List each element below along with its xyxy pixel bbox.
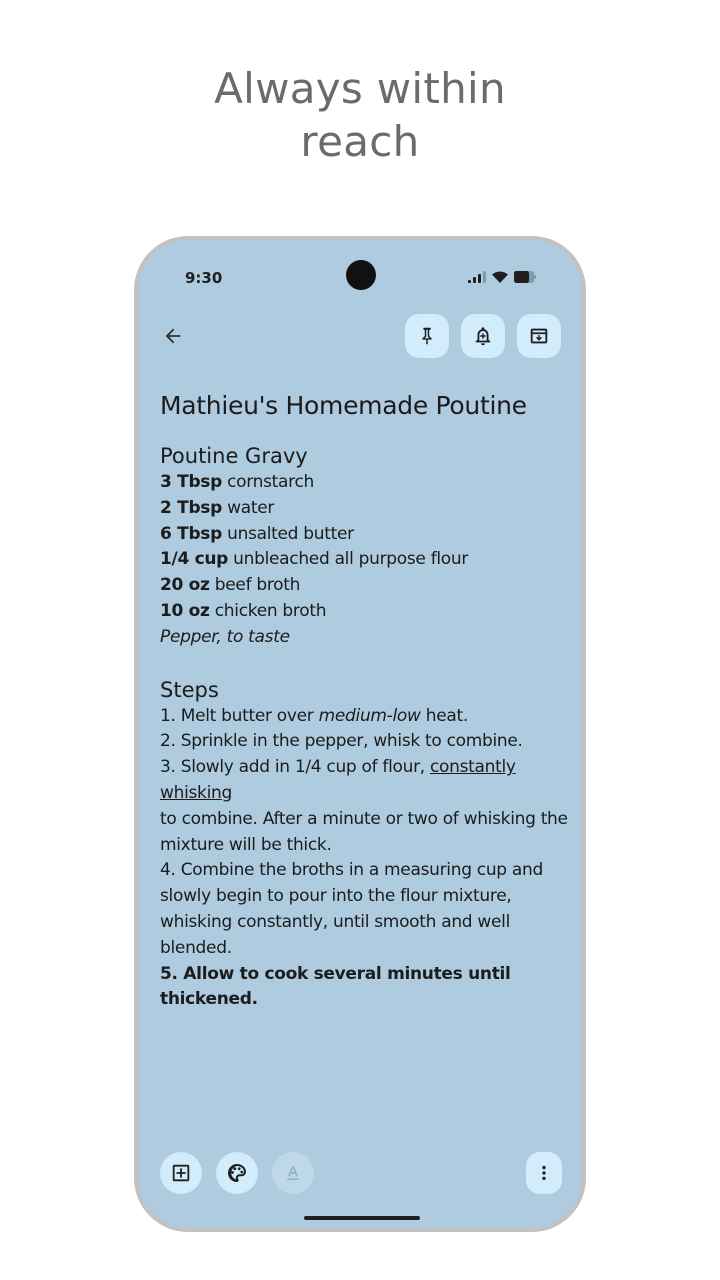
- headline-line-2: reach: [300, 117, 420, 166]
- ingredient-line: 20 oz beef broth: [160, 575, 301, 596]
- text-format-button[interactable]: [272, 1152, 314, 1194]
- more-vert-icon: [534, 1163, 554, 1183]
- pin-icon: [416, 325, 438, 347]
- status-icons: [468, 270, 536, 288]
- step-4: 4. Combine the broths in a measuring cup and: [160, 860, 543, 881]
- gravy-heading: Poutine Gravy: [160, 444, 308, 468]
- step-4-continued: slowly begin to pour into the flour mixture,: [160, 886, 512, 907]
- camera-cutout: [346, 260, 376, 290]
- wifi-icon: [492, 270, 508, 288]
- reminder-icon: [472, 325, 494, 347]
- text-format-icon: [283, 1163, 303, 1183]
- step-1: 1. Melt butter over medium-low heat.: [160, 705, 468, 726]
- signal-icon: [468, 270, 486, 288]
- headline-line-1: Always within: [214, 64, 506, 113]
- step-4-continued: whisking constantly, until smooth and well: [160, 911, 511, 932]
- ingredient-line: 2 Tbsp water: [160, 497, 275, 518]
- step-3-continued: mixture will be thick.: [160, 834, 332, 855]
- add-content-button[interactable]: [160, 1152, 202, 1194]
- ingredient-line: 1/4 cup unbleached all purpose flour: [160, 549, 469, 570]
- step-2: 2. Sprinkle in the pepper, whisk to combine.: [160, 731, 523, 752]
- arrow-back-icon: [162, 325, 184, 347]
- step-3: 3. Slowly add in 1/4 cup of flour, constantly whisking: [160, 757, 516, 803]
- phone-frame: [134, 236, 586, 1232]
- add-box-icon: [170, 1162, 192, 1184]
- archive-button[interactable]: [517, 314, 561, 358]
- steps-heading: Steps: [160, 677, 219, 702]
- ingredient-line: 3 Tbsp cornstarch: [160, 472, 314, 492]
- more-options-button[interactable]: [526, 1152, 562, 1194]
- status-time: 9:30: [185, 269, 223, 287]
- back-button[interactable]: [156, 319, 190, 353]
- background-color-button[interactable]: [216, 1152, 258, 1194]
- palette-icon: [225, 1161, 249, 1185]
- step-4-continued: blended.: [160, 937, 232, 958]
- battery-icon: [514, 270, 536, 288]
- step-5-continued: thickened.: [160, 989, 258, 1010]
- ingredient-line: 10 oz chicken broth: [160, 600, 327, 621]
- paragraph-spacer: [160, 651, 570, 676]
- reminder-button[interactable]: [461, 314, 505, 358]
- step-5: 5. Allow to cook several minutes until: [160, 963, 511, 984]
- headline: [0, 62, 720, 168]
- note-title[interactable]: Mathieu's Homemade Poutine: [160, 391, 527, 420]
- archive-icon: [528, 325, 550, 347]
- seasoning-line: Pepper, to taste: [160, 626, 290, 647]
- note-body[interactable]: [160, 390, 570, 1013]
- ingredient-line: 6 Tbsp unsalted butter: [160, 523, 354, 544]
- home-indicator[interactable]: [304, 1216, 420, 1220]
- step-3-continued: to combine. After a minute or two of whisking the: [160, 808, 568, 829]
- pin-button[interactable]: [405, 314, 449, 358]
